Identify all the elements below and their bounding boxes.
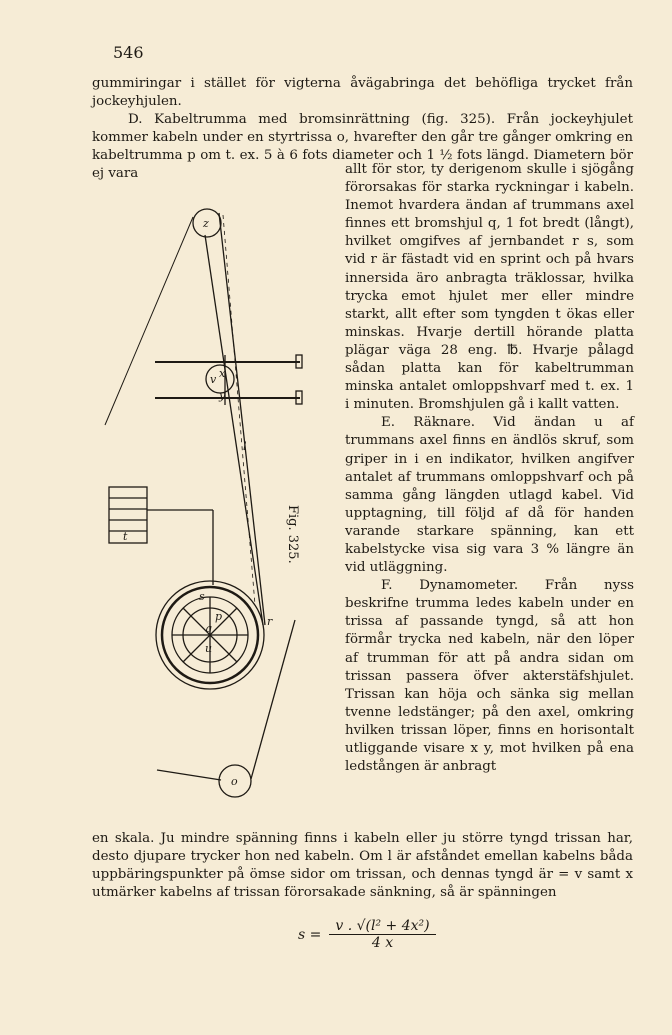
figure-caption: Fig. 325. <box>285 505 300 564</box>
label-p: p <box>215 610 223 623</box>
paragraph-5: F. Dynamometer. Från nyss beskrifne trumma ledes kabeln under en trissa af passande tyngd, så att hon förmår trycka ned kabeln, när den löper af trumman för att på andra sidan om trissan passera öfver akterstäfshjulet. Trissan kan höja och sänka sig mellan tvenne ledstänger; på den axel, omkring hvilken trissan löper, finns en horisontalt utliggande visare x y, mot hvilken på ena ledstången är anbragt <box>345 578 634 775</box>
formula-denominator: 4 x <box>371 935 394 951</box>
label-o: o <box>231 775 238 788</box>
dashed-guide <box>223 215 255 605</box>
paragraph-1: gummiringar i stället för vigterna åvägabringa det behöfliga trycket från jockeyhjulen. <box>92 76 633 110</box>
label-r: r <box>267 615 273 628</box>
page-number: 546 <box>113 43 144 62</box>
cable-line-lower <box>157 770 221 780</box>
cable-line-left <box>105 217 193 425</box>
label-x: x <box>219 367 226 380</box>
label-t: t <box>123 530 128 543</box>
paragraph-6: en skala. Ju mindre spänning finns i kabeln eller ju större tyngd trissan har, desto djupare trycker hon ned kabeln. Om l är afståndet emellan kabelns båda uppbäringspunkter på ömse sidor om trissan, och dennas tyngd är = v samt x utmärker kabelns af trissan förorsakade sänkning, så är spänningen <box>92 831 633 901</box>
cable-line-main <box>219 213 265 625</box>
paragraph-2: D. Kabeltrumma med bromsinrättning (fig. 325). Från jockeyhjulet kommer kabeln under en styrtrissa o, hvarefter den går tre gånger omkring en kabeltrumma p om t. ex. 5 à 6 fots diameter och 1 ½ fots längd. Diametern bör ej vara <box>92 112 633 182</box>
bottom-text <box>92 830 633 902</box>
label-u: u <box>205 642 213 655</box>
tension-formula <box>298 918 436 951</box>
figure-325-diagram <box>95 195 310 805</box>
cable-line-long <box>205 235 263 625</box>
side-text <box>345 161 634 776</box>
label-v: v <box>210 373 217 386</box>
formula-numerator: v . √(l² + 4x²) <box>329 918 435 935</box>
paragraph-3: allt för stor, ty derigenom skulle i sjögång förorsakas för starka ryckningar i kabeln. Inemot hvardera ändan af trummans axel finnes ett bromshjul q, 1 fot bredt (långt), hvilket omgifves af jernbandet r s, som vid r är fästadt vid en sprint och på hvars innersida äro anbragta träklossar, hvilka trycka emot hjulet mer eller mindre starkt, allt efter som tyngden t ökas eller minskas. Hvarje dertill hörande platta plägar väga 28 eng. ℔. Hvarje pålagd sådan platta kan för kabeltrumman minska antalet omloppshvarf med t. ex. 1 i minuten. Bromshjulen gå i kallt vatten. <box>345 162 634 413</box>
formula-lhs: s = <box>298 926 322 943</box>
formula-fraction <box>329 918 435 951</box>
label-s: s <box>199 590 205 603</box>
weight-t <box>109 487 147 543</box>
paragraph-4: E. Räknare. Vid ändan u af trummans axel finns en ändlös skruf, som griper in i en indikator, hvilken angifver antalet af trummans omloppshvarf och på samma gång längden utlagd kabel. Vid upptagning, till följd af då för handen varande starkare spänning, kan ett kabelstycke visa sig vara 3 % längre än vid utläggning. <box>345 415 634 576</box>
label-y: y <box>219 389 226 402</box>
label-l: l <box>243 440 247 453</box>
label-z: z <box>203 217 209 230</box>
label-q: q <box>205 622 213 635</box>
